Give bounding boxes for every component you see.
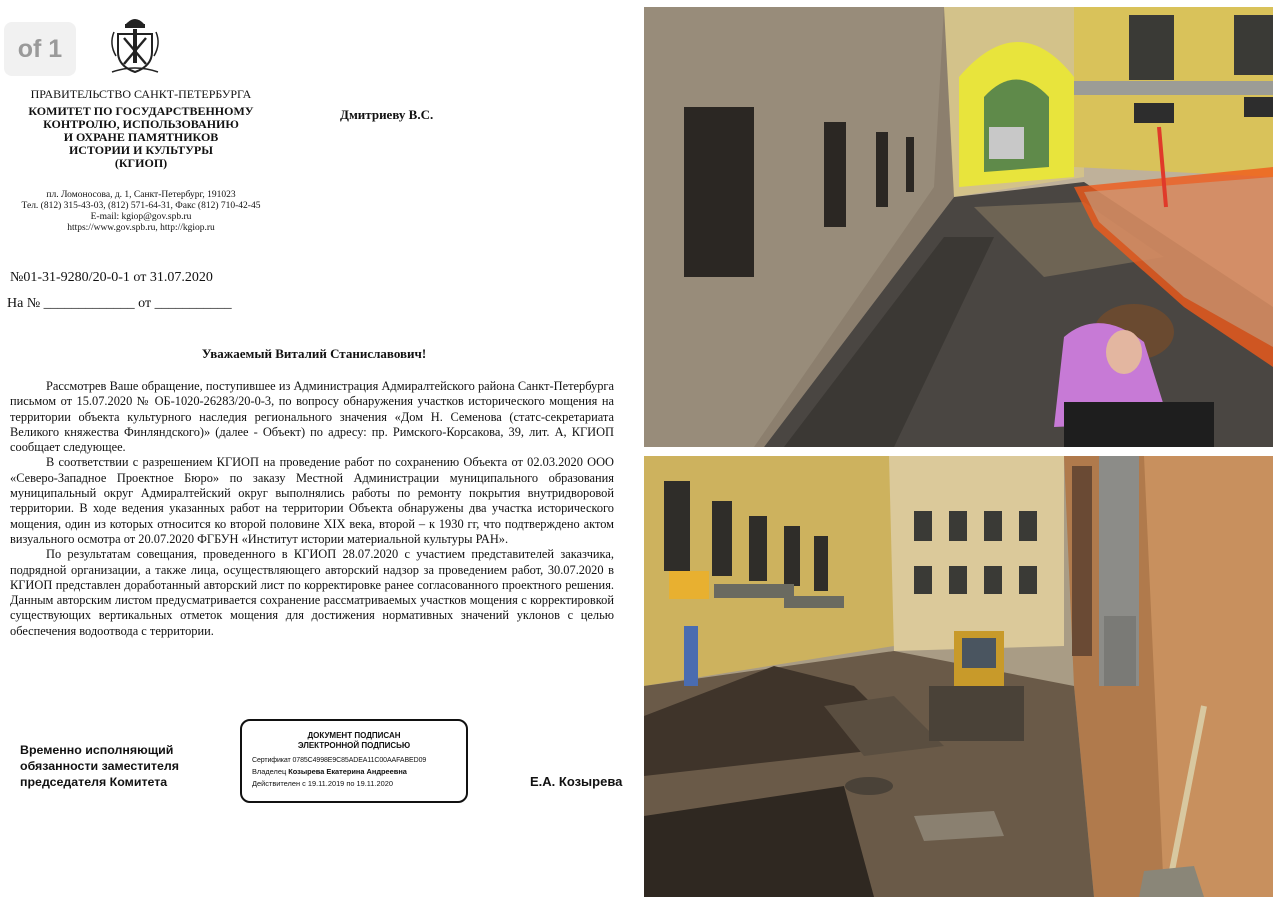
certificate-label: Сертификат (252, 757, 291, 764)
stamp-title-line: ДОКУМЕНТ ПОДПИСАН (307, 731, 401, 740)
signature-name: Е.А. Козырева (530, 774, 623, 789)
committee-name-line: (КГИОП) (114, 156, 168, 170)
signer-position (20, 742, 179, 790)
owner-label: Владелец (252, 767, 287, 776)
committee-name-line: ИСТОРИИ И КУЛЬТУРЫ (68, 143, 214, 157)
stamp-title (242, 731, 466, 751)
committee-name-line: КОМИТЕТ ПО ГОСУДАРСТВЕННОМУ (28, 104, 254, 118)
photo-courtyard-excavation (644, 456, 1273, 897)
owner-value: Козырева Екатерина Андреевна (288, 767, 407, 776)
stamp-certificate (252, 757, 466, 764)
phone-line: Тел. (812) 315-43-03, (812) 571-64-31, Факс (812) 710-42-45 (21, 201, 261, 211)
sender-organization (26, 88, 256, 170)
stamp-validity: Действителен с 19.11.2019 по 19.11.2020 (252, 779, 393, 788)
signer-line: обязанности заместителя (20, 759, 179, 773)
website-line: https://www.gov.spb.ru, http://kgiop.ru (67, 223, 215, 233)
signer-line: Временно исполняющий (20, 743, 174, 757)
recipient-name: Дмитриеву В.С. (340, 107, 434, 122)
reply-reference: На № _____________ от ___________ (7, 296, 232, 311)
coat-of-arms-icon (106, 12, 164, 76)
committee-name-line: И ОХРАНЕ ПАМЯТНИКОВ (63, 130, 219, 144)
committee-name-line: КОНТРОЛЮ, ИСПОЛЬЗОВАНИЮ (43, 117, 239, 131)
stamp-title-line: ЭЛЕКТРОННОЙ ПОДПИСЬЮ (297, 741, 411, 750)
government-name: ПРАВИТЕЛЬСТВО САНКТ-ПЕТЕРБУРГА (30, 87, 252, 101)
page-indicator[interactable]: of 1 (4, 22, 76, 76)
address-line: пл. Ломоносова, д. 1, Санкт-Петербург, 191023 (46, 190, 236, 200)
stamp-owner (252, 767, 466, 776)
letter-body (10, 379, 614, 639)
certificate-value: 0785C4998E9C85ADEA11C00AAFABED09 (292, 757, 427, 764)
photo-archway-cobblestones (644, 7, 1273, 447)
body-paragraph: Рассмотрев Ваше обращение, поступившее из Администрация Адмиралтейского района Санкт-Петербурга письмом от 15.07.2020 № ОБ-1020-26283/20-0-3, по вопросу обнаружения участков исторического мощения на территории объекта культурного наследия регионального значения «Дом Н. Семенова (статс-секретариата Великого княжества Финляндского)» (далее - Объект) по адресу: пр. Римского-Корсакова, 39, лит. А, КГИОП сообщает следующее. (10, 379, 614, 455)
sender-address (8, 190, 274, 234)
email-line: E-mail: kgiop@gov.spb.ru (90, 212, 192, 222)
document-number: №01-31-9280/20-0-1 от 31.07.2020 (10, 270, 213, 285)
electronic-signature-stamp (240, 719, 468, 803)
salutation: Уважаемый Виталий Станиславович! (201, 346, 427, 361)
body-paragraph: В соответствии с разрешением КГИОП на проведение работ по сохранению Объекта от 02.03.2020 ООО «Северо-Западное Проектное Бюро» по заказу Местной Администрации муниципального образования муниципальный округ Адмиралтейский округ выполнялись работы по ремонту покрытия внутридворовой территории. В ходе ведения указанных работ на территории Объекта обнаружены два участка исторического мощения, один из которых относится ко второй половине XIX века, второй – к 1930 гг, что подтверждено актом визуального осмотра от 20.07.2020 ФГБУН «Институт истории материальной культуры РАН». (10, 455, 614, 546)
body-paragraph: По результатам совещания, проведенного в КГИОП 28.07.2020 с участием представителей заказчика, подрядной организации, а также лица, осуществляющего авторский надзор за проведением работ, 30.07.2020 в КГИОП представлен доработанный авторский лист по корректировке ранее согласованного проектного решения. Данным авторским листом предусматривается сохранение рассматриваемых участков мощения с корректировкой существующих вертикальных отметок мощения для достижения нормативных значений уклонов с целью обеспечения водоотвода с территории. (10, 547, 614, 638)
signer-line: председателя Комитета (20, 775, 168, 789)
